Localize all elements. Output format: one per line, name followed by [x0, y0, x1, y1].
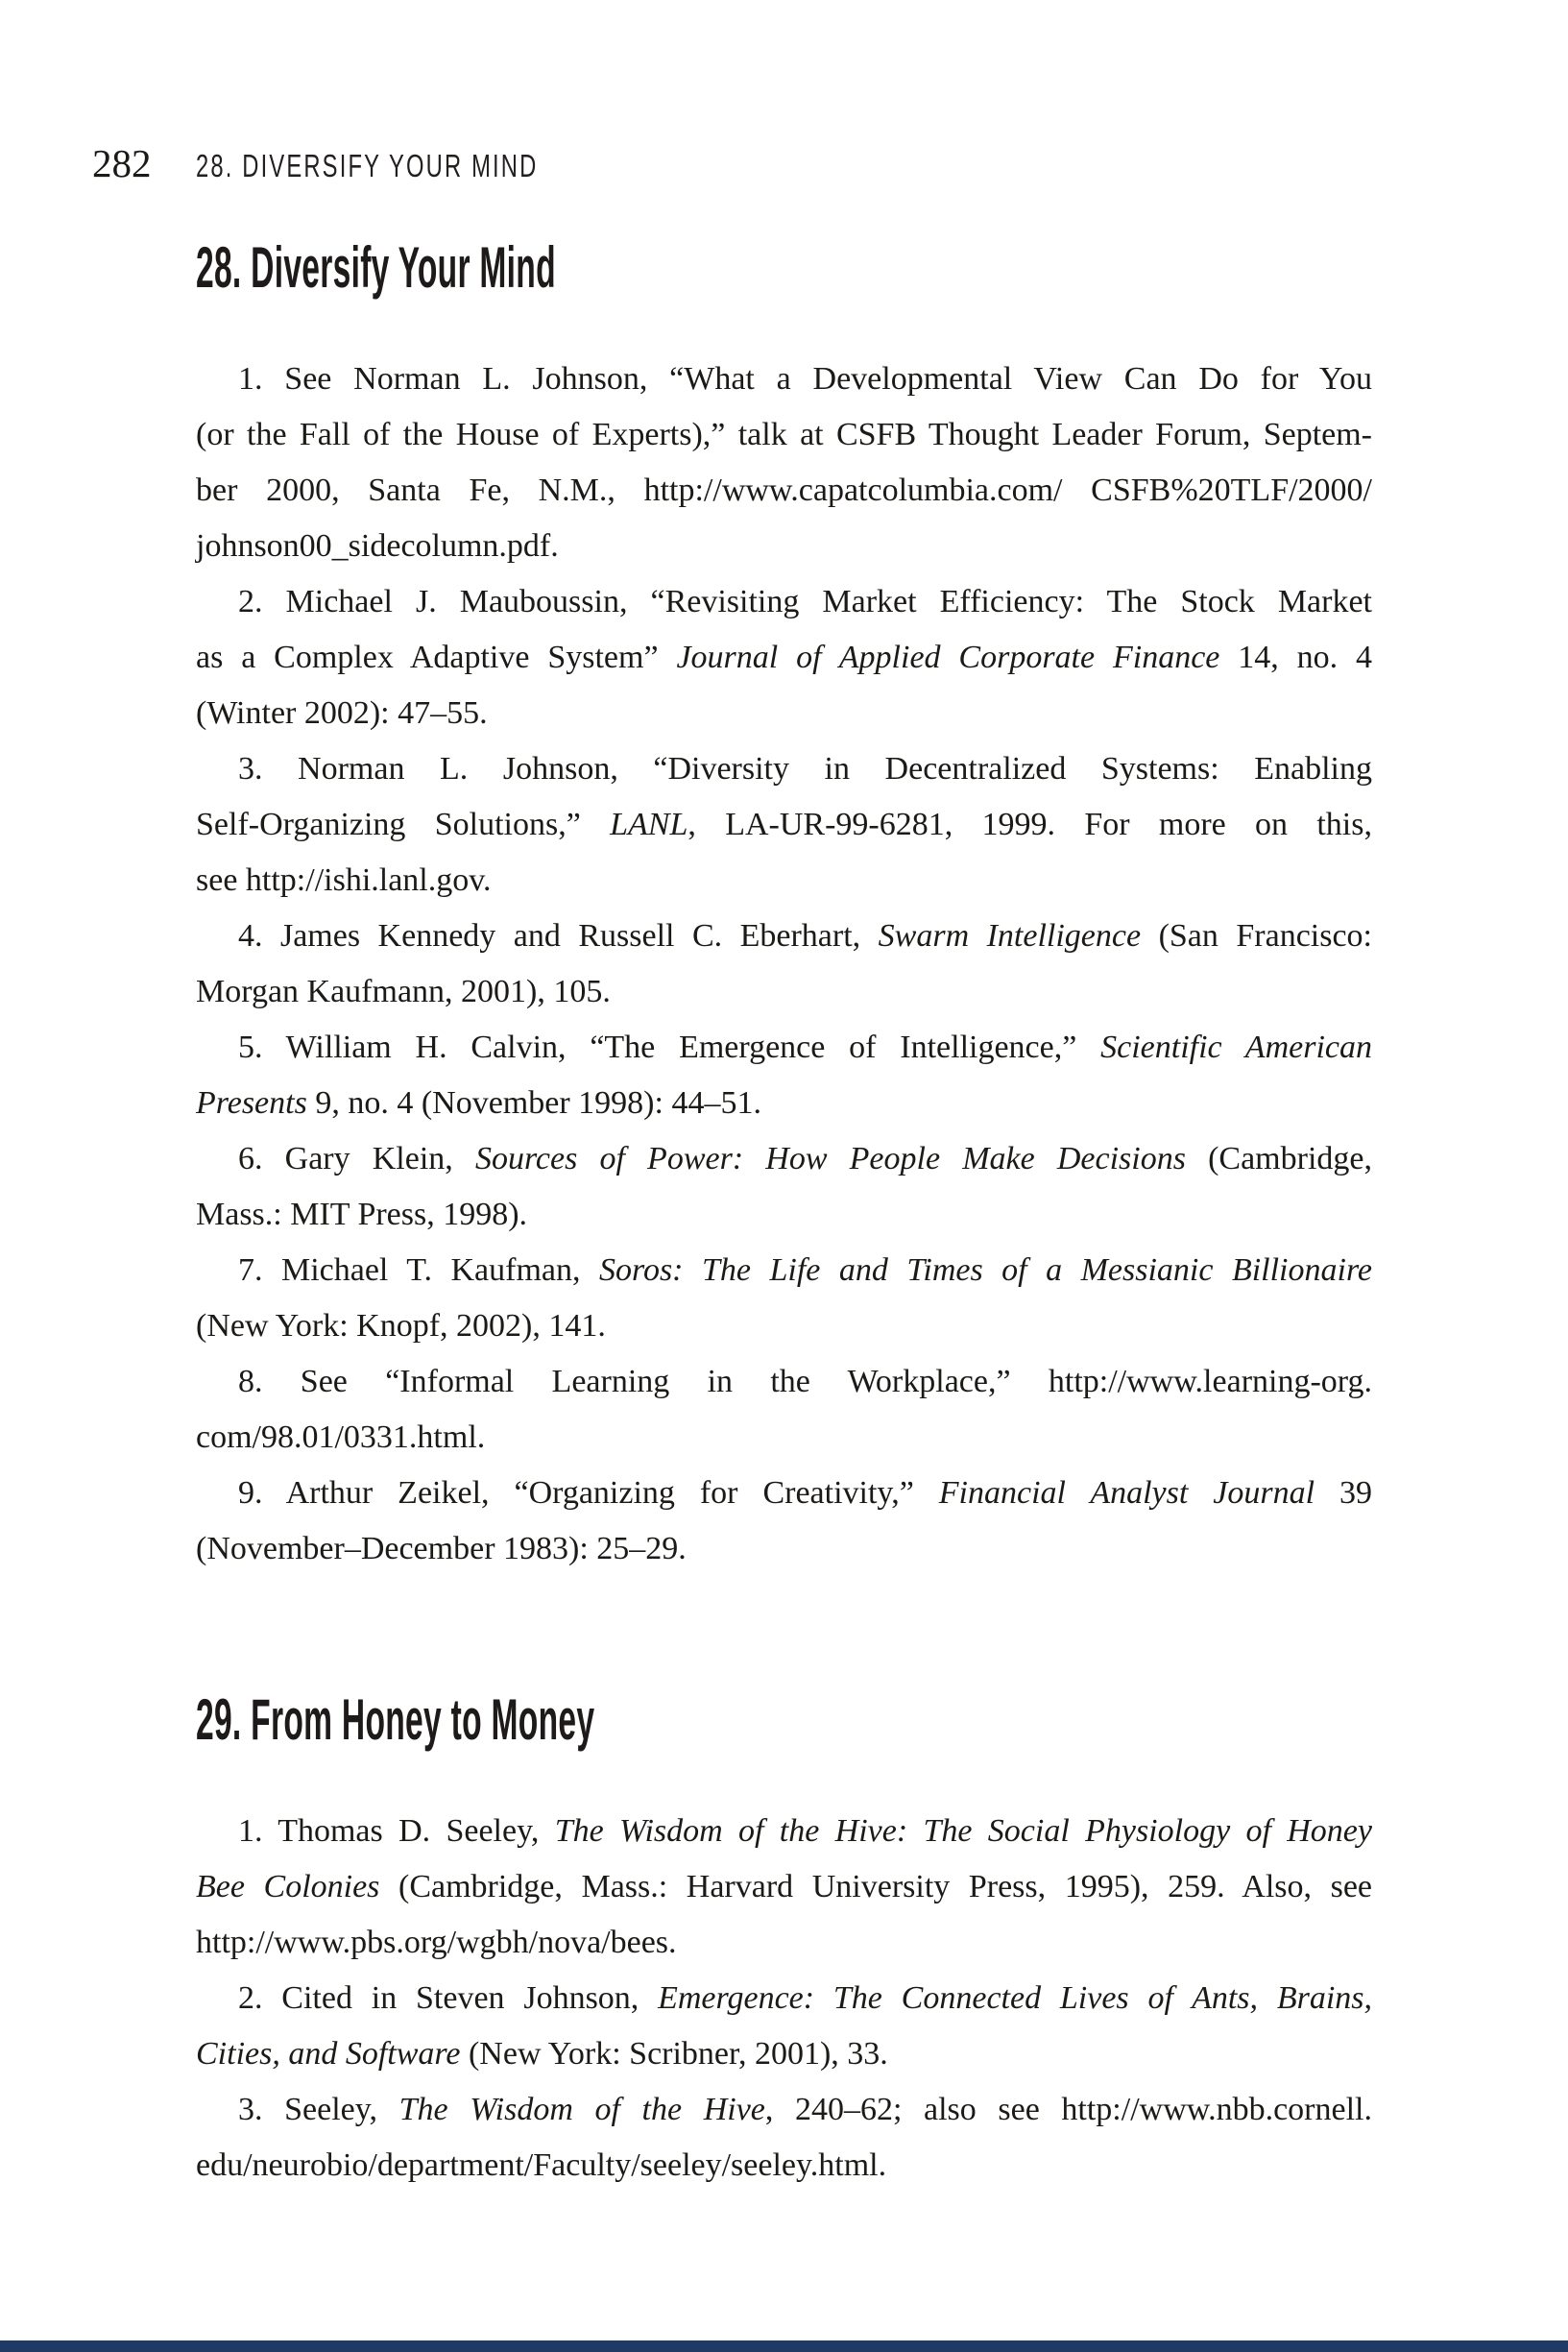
- note-line: [196, 1521, 1372, 1577]
- section-heading-text: 28. Diversify Your Mind: [196, 235, 556, 300]
- note-line: [196, 407, 1372, 463]
- note-text: Self-Organizing Solutions,”: [196, 807, 611, 842]
- note-text: , LA-UR-99-6281, 1999. For more on this,: [688, 807, 1372, 842]
- note-line: [196, 1298, 1372, 1354]
- section-heading-text: 29. From Honey to Money: [196, 1687, 595, 1752]
- note-text: 39: [1315, 1475, 1372, 1511]
- running-header-wrap: [196, 145, 671, 187]
- note: [196, 352, 1372, 574]
- note-text: 1. See Norman L. Johnson, “What a Developmental View Can Do for You: [238, 361, 1372, 397]
- note: [196, 1466, 1372, 1577]
- note-text: (Winter 2002): 47–55.: [196, 695, 488, 731]
- note-line: [196, 2026, 1372, 2082]
- note-text: see http://ishi.lanl.gov.: [196, 862, 492, 898]
- page-number: 282: [92, 141, 152, 185]
- section-heading: [196, 235, 1372, 300]
- note-line: [196, 1971, 1372, 2026]
- note-text: (November–December 1983): 25–29.: [196, 1531, 687, 1566]
- note: [196, 741, 1372, 909]
- italic-title-text: Presents: [196, 1085, 307, 1121]
- note-line: [196, 574, 1372, 630]
- note-text: as a Complex Adaptive System”: [196, 640, 677, 675]
- page-header: [92, 142, 1472, 187]
- note-line: [196, 1410, 1372, 1466]
- note: [196, 1354, 1372, 1466]
- sections-root: [196, 235, 1373, 2194]
- note-line: [196, 909, 1372, 964]
- note-line: [196, 2082, 1372, 2138]
- note: [196, 1804, 1372, 1971]
- italic-title-text: Soros: The Life and Times of a Messianic Billionaire: [598, 1252, 1373, 1288]
- note: [196, 1131, 1372, 1243]
- note-text: edu/neurobio/department/Faculty/seeley/seeley.html.: [196, 2147, 887, 2183]
- note-line: [196, 1131, 1372, 1187]
- note-line: [196, 1859, 1372, 1915]
- note-text: 5. William H. Calvin, “The Emergence of Intelligence,”: [238, 1030, 1101, 1065]
- note: [196, 2082, 1372, 2194]
- note-text: ber 2000, Santa Fe, N.M., http://www.capatcolumbia.com/ CSFB%20TLF/2000/: [196, 473, 1372, 508]
- note-line: [196, 1187, 1372, 1243]
- note-line: [196, 1915, 1372, 1971]
- italic-title-text: Sources of Power: How People Make Decisions: [474, 1141, 1186, 1176]
- note-line: [196, 741, 1372, 797]
- italic-title-text: The Wisdom of the Hive: [398, 2092, 765, 2127]
- note-text: johnson00_sidecolumn.pdf.: [196, 528, 559, 564]
- note-text: (New York: Knopf, 2002), 141.: [196, 1308, 606, 1344]
- bottom-edge-bar: [0, 2340, 1568, 2352]
- note-text: (New York: Scribner, 2001), 33.: [460, 2036, 888, 2072]
- note: [196, 574, 1372, 741]
- note-text: , 240–62; also see http://www.nbb.cornell.: [764, 2092, 1372, 2127]
- note-text: 9, no. 4 (November 1998): 44–51.: [306, 1085, 761, 1121]
- running-header: 28. DIVERSIFY YOUR MIND: [195, 148, 538, 183]
- note: [196, 909, 1372, 1020]
- note-text: (Cambridge, Mass.: Harvard University Press, 1995), 259. Also, see: [379, 1869, 1373, 1904]
- note-text: 1. Thomas D. Seeley,: [238, 1813, 555, 1849]
- note-line: [196, 2138, 1372, 2194]
- note-text: 2. Michael J. Mauboussin, “Revisiting Market Efficiency: The Stock Market: [238, 584, 1372, 619]
- note-text: 3. Seeley,: [238, 2092, 399, 2127]
- note-line: [196, 964, 1372, 1020]
- note-text: 8. See “Informal Learning in the Workplace,” http://www.learning-org.: [238, 1364, 1372, 1399]
- italic-title-text: Cities, and Software: [196, 2036, 461, 2072]
- note-line: [196, 1466, 1372, 1521]
- note-line: [196, 630, 1372, 686]
- note-line: [196, 463, 1372, 519]
- note-text: (or the Fall of the House of Experts),” talk at CSFB Thought Leader Forum, Septem-: [196, 417, 1372, 452]
- endnotes-column: [196, 235, 1373, 2194]
- note-text: 14, no. 4: [1219, 640, 1373, 675]
- note-text: 6. Gary Klein,: [238, 1141, 475, 1176]
- italic-title-text: Financial Analyst Journal: [938, 1475, 1315, 1511]
- note-text: com/98.01/0331.html.: [196, 1419, 486, 1455]
- note-text: Mass.: MIT Press, 1998).: [196, 1197, 528, 1232]
- note-text: http://www.pbs.org/wgbh/nova/bees.: [196, 1925, 677, 1960]
- note-line: [196, 797, 1372, 853]
- note-line: [196, 686, 1372, 741]
- note: [196, 1020, 1372, 1131]
- italic-title-text: Bee Colonies: [196, 1869, 380, 1904]
- section-heading: [196, 1687, 1372, 1752]
- italic-title-text: Swarm Intelligence: [878, 918, 1142, 954]
- italic-title-text: Journal of Applied Corporate Finance: [676, 640, 1220, 675]
- note-line: [196, 1243, 1372, 1298]
- note-text: (Cambridge,: [1185, 1141, 1372, 1176]
- italic-title-text: The Wisdom of the Hive: The Social Physiology of Honey: [554, 1813, 1372, 1849]
- note-line: [196, 519, 1372, 574]
- note-line: [196, 853, 1372, 909]
- note-text: 7. Michael T. Kaufman,: [238, 1252, 599, 1288]
- note-text: (San Francisco:: [1141, 918, 1372, 954]
- note: [196, 1971, 1372, 2082]
- note-text: Morgan Kaufmann, 2001), 105.: [196, 974, 611, 1009]
- note-line: [196, 1354, 1372, 1410]
- notes-list: [196, 352, 1372, 1577]
- note: [196, 1243, 1372, 1354]
- italic-title-text: Scientific American: [1100, 1030, 1372, 1065]
- note-text: 4. James Kennedy and Russell C. Eberhart,: [238, 918, 879, 954]
- note-line: [196, 1020, 1372, 1076]
- italic-title-text: Emergence: The Connected Lives of Ants, Brains,: [658, 1980, 1372, 2016]
- note-text: 2. Cited in Steven Johnson,: [238, 1980, 659, 2016]
- notes-list: [196, 1804, 1372, 2194]
- note-line: [196, 1804, 1372, 1859]
- note-text: 3. Norman L. Johnson, “Diversity in Decentralized Systems: Enabling: [238, 751, 1372, 787]
- italic-title-text: LANL: [610, 807, 688, 842]
- note-line: [196, 1076, 1372, 1131]
- note-line: [196, 352, 1372, 407]
- note-text: 9. Arthur Zeikel, “Organizing for Creativity,”: [238, 1475, 939, 1511]
